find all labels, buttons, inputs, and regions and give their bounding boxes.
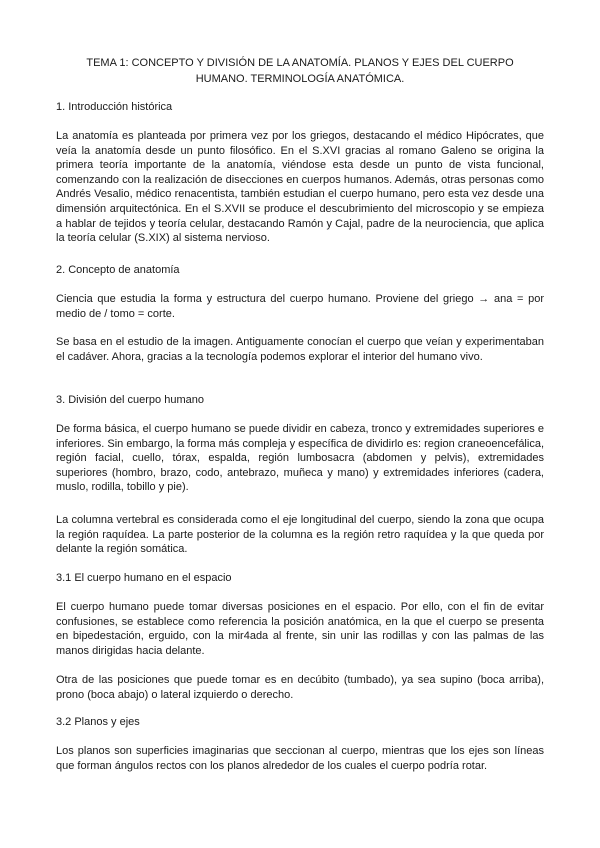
paragraph: El cuerpo humano puede tomar diversas posiciones en el espacio. Por ello, con el fin de evitar confusiones, se establece como referencia la posición anatómica, en la que el cuerpo se presenta en bipedestación, erguido, con la mir4ada al frente, sin unir las rodillas y con las palmas de las manos dirigidas hacia delante. <box>56 601 544 657</box>
section-heading: 3. División del cuerpo humano <box>56 394 204 406</box>
section-heading: 2. Concepto de anatomía <box>56 264 180 276</box>
section-heading: 3.2 Planos y ejes <box>56 716 140 728</box>
section-heading: 3.1 El cuerpo humano en el espacio <box>56 572 232 584</box>
paragraph: Otra de las posiciones que puede tomar es en decúbito (tumbado), ya sea supino (boca arriba), prono (boca abajo) o lateral izquierdo o derecho. <box>56 674 544 701</box>
paragraph: Los planos son superficies imaginarias que seccionan al cuerpo, mientras que los ejes son líneas que forman ángulos rectos con los planos alrededor de los cuales el cuerpo podría rotar. <box>56 745 544 772</box>
section-heading: 1. Introducción histórica <box>56 101 173 113</box>
paragraph: La anatomía es planteada por primera vez por los griegos, destacando el médico Hipócrates, que veía la anatomía desde un punto filosófico. En el S.XVI gracias al romano Galeno se origina la primera teoría importante de la anatomía, viéndose esta desde un punto de vista funcional, comenzando con la realización de disecciones en cuerpos humanos. Además, otras personas como Andrés Vesalio, médico renacentista, también estudian el cuerpo humano, pero esta vez desde una dimensión arquitectónica. En el S.XVII se produce el descubrimiento del microscopio y se empieza a hablar de tejidos y teoría celular, destacando Ramón y Cajal, padre de la neurociencia, que aplica la teoría celular (S.XIX) al sistema nervioso. <box>56 130 544 245</box>
paragraph: De forma básica, el cuerpo humano se puede dividir en cabeza, tronco y extremidades superiores e inferiores. Sin embargo, la forma más compleja y específica de dividirlo es: region craneoencefálica, región facial, cuello, tórax, espalda, región lumbosacra (abdomen y pelvis), extremidades superiores (hombro, brazo, codo, antebrazo, muñeca y mano) y extremidades inferiores (cadera, muslo, rodilla, tobillo y pie). <box>56 423 544 494</box>
paragraph: Se basa en el estudio de la imagen. Antiguamente conocían el cuerpo que veían y experimentaban el cadáver. Ahora, gracias a la tecnología podemos explorar el interior del humano vivo. <box>56 336 544 363</box>
document-title: TEMA 1: CONCEPTO Y DIVISIÓN DE LA ANATOMÍA. PLANOS Y EJES DEL CUERPO HUMANO. TERMINOLOGÍA ANATÓMICA. <box>86 57 514 85</box>
paragraph: La columna vertebral es considerada como el eje longitudinal del cuerpo, siendo la zona que ocupa la región raquídea. La parte posterior de la columna es la región retro raquídea y la que queda por delante la región somática. <box>56 514 544 556</box>
paragraph: Ciencia que estudia la forma y estructura del cuerpo humano. Proviene del griego → ana = por medio de / tomo = corte. <box>56 293 544 320</box>
